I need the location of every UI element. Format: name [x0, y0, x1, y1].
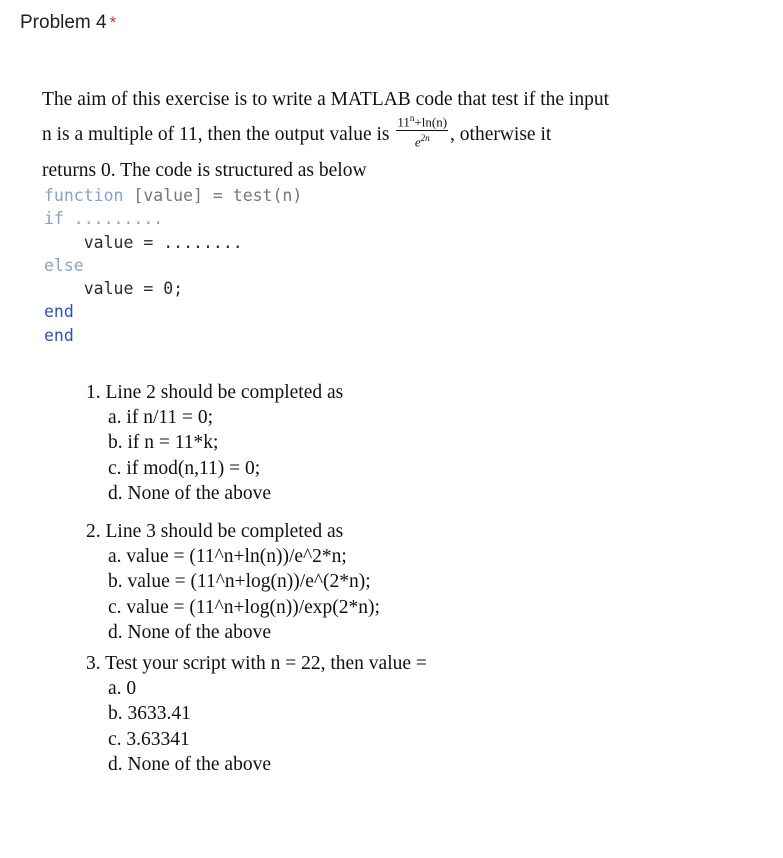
formula-numerator: $11^n+\ln(n)$: [397, 113, 448, 130]
code-block: [44, 184, 302, 347]
option-d: d. None of the above: [108, 621, 271, 643]
option-b: b. if n = 11*k;: [108, 432, 219, 454]
code-line-4: else: [44, 255, 84, 275]
question-3: [86, 651, 427, 777]
code-line-3: value = ........: [83, 232, 243, 252]
code-line-7: end: [44, 325, 74, 345]
code-line-2: if .........: [44, 209, 164, 229]
formula-denominator: $e^{2n}$: [414, 133, 430, 150]
option-a: a. 0: [108, 678, 137, 699]
intro-line-3: returns 0. The code is structured as below: [42, 159, 367, 181]
required-asterisk: *: [109, 13, 117, 32]
question-1: [86, 380, 343, 506]
option-c: c. value = (11^n+log(n))/exp(2*n);: [108, 596, 380, 618]
option-d: d. None of the above: [108, 482, 271, 504]
option-a: a. value = (11^n+ln(n))/e^2*n;: [108, 546, 347, 567]
question-header: [20, 12, 116, 34]
problem-description: [42, 84, 742, 187]
code-line-1: function [value] = test(n): [44, 186, 303, 205]
option-b: b. value = (11^n+log(n))/e^(2*n);: [108, 571, 371, 593]
intro-line-2: n is a multiple of 11, then the output value is $\frac{11^n+\ln(n)}{e^{2n}}$ , otherwise it: [42, 113, 552, 150]
question-stem: 3. Test your script with n = 22, then value =: [86, 653, 427, 674]
option-a: a. if n/11 = 0;: [108, 407, 214, 428]
code-line-6: end: [44, 302, 74, 322]
question-stem: 1. Line 2 should be completed as: [86, 382, 344, 403]
question-2: [86, 519, 380, 645]
formula-fraction: [396, 111, 448, 150]
code-line-5: value = 0;: [83, 279, 184, 299]
option-c: c. if mod(n,11) = 0;: [108, 457, 261, 479]
intro-line-1: The aim of this exercise is to write a MATLAB code that test if the input: [42, 89, 609, 110]
question-stem: 2. Line 3 should be completed as: [86, 521, 344, 542]
option-d: d. None of the above: [108, 753, 271, 775]
option-c: c. 3.63341: [108, 728, 190, 750]
option-b: b. 3633.41: [108, 703, 191, 725]
question-title: Problem 4: [20, 12, 107, 33]
